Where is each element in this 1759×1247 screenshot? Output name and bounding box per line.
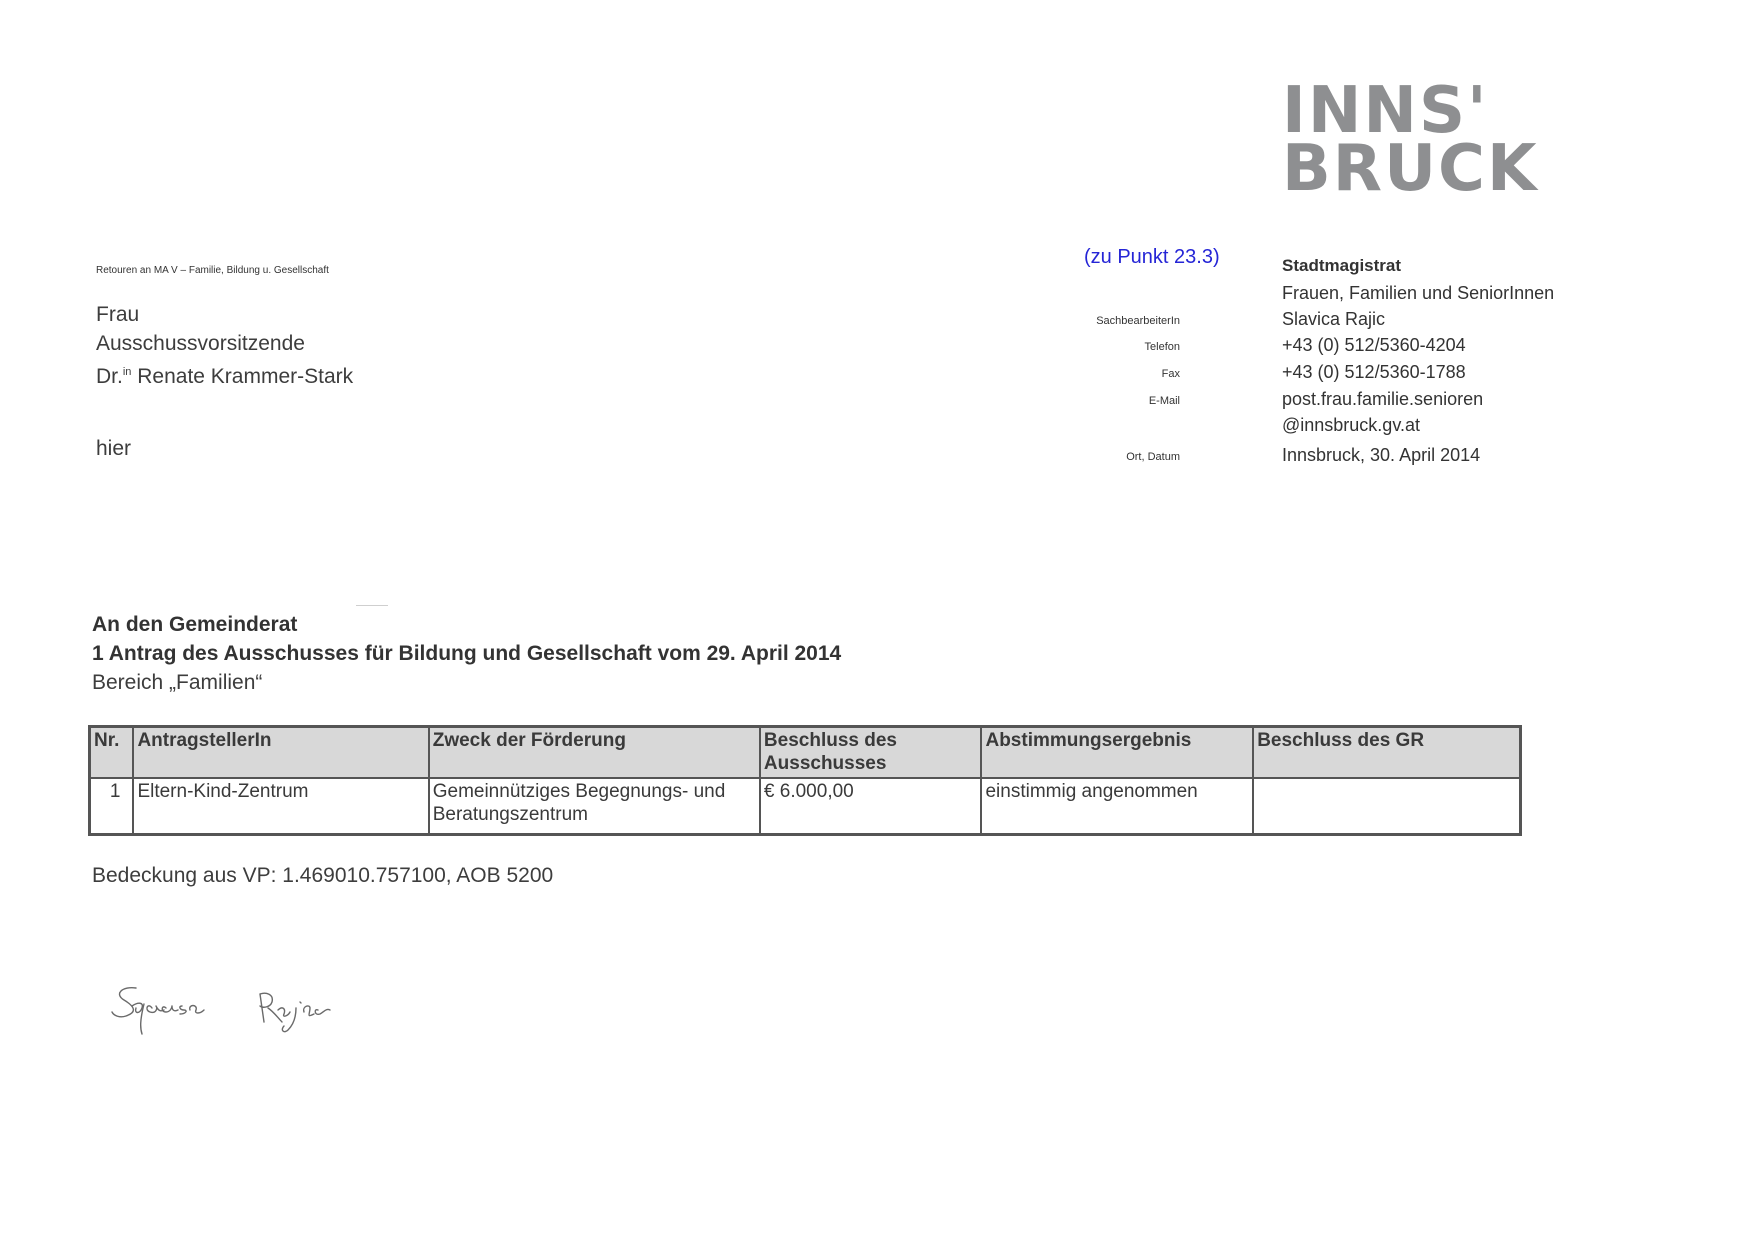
recipient-salutation: Frau (96, 303, 140, 326)
cell-nr: 1 (90, 778, 134, 835)
sender-email-line1: post.frau.familie.senioren (1282, 389, 1484, 409)
table-header-row (90, 727, 1521, 779)
sender-org: Stadtmagistrat (1282, 256, 1402, 275)
recipient-name-sup: in (122, 366, 132, 378)
recipient-role: Ausschussvorsitzende (96, 332, 305, 355)
cell-applicant: Eltern-Kind-Zentrum (133, 778, 428, 835)
col-header-vote-result: Abstimmungsergebnis (981, 727, 1253, 779)
cell-council-decision (1253, 778, 1520, 835)
cell-committee-decision: € 6.000,00 (760, 778, 982, 835)
sender-label-email: E-Mail (1148, 395, 1180, 407)
heading-area: Bereich „Familien“ (92, 671, 263, 694)
col-header-council-decision: Beschluss des GR (1253, 727, 1520, 779)
agenda-reference: (zu Punkt 23.3) (1084, 246, 1220, 268)
heading-motion: 1 Antrag des Ausschusses für Bildung und Gesellschaft vom 29. April 2014 (92, 642, 842, 665)
divider-mark (356, 605, 388, 606)
recipient-name: Renate Krammer-Stark (137, 365, 354, 388)
heading-addressee: An den Gemeinderat (92, 613, 298, 636)
document-heading (92, 610, 841, 697)
logo-line-1: INNS' (1282, 74, 1489, 148)
returns-note: Retouren an MA V – Familie, Bildung u. Gesellschaft (96, 265, 329, 276)
cell-purpose: Gemeinnütziges Begegnungs- und Beratungszentrum (429, 778, 760, 835)
col-header-committee-decision: Beschluss des Ausschusses (760, 727, 982, 779)
logo-line-2: BRUCK (1282, 132, 1539, 206)
col-header-purpose: Zweck der Förderung (429, 727, 760, 779)
recipient-name-line (96, 358, 353, 391)
sender-label-clerk: SachbearbeiterIn (1096, 315, 1180, 327)
recipient-block (96, 300, 353, 391)
sender-label-place-date: Ort, Datum (1126, 451, 1180, 463)
sender-label-phone: Telefon (1144, 341, 1180, 353)
sender-clerk: Slavica Rajic (1282, 309, 1386, 329)
sender-department: Frauen, Familien und SeniorInnen (1282, 283, 1555, 303)
budget-coverage: Bedeckung aus VP: 1.469010.757100, AOB 5200 (92, 864, 554, 887)
sender-fax: +43 (0) 512/5360-1788 (1282, 362, 1466, 382)
col-header-applicant: AntragstellerIn (133, 727, 428, 779)
recipient-location: hier (96, 437, 132, 460)
recipient-name-prefix: Dr. (96, 365, 123, 388)
motion-table (88, 725, 1522, 836)
cell-vote-result: einstimmig angenommen (981, 778, 1253, 835)
sender-phone: +43 (0) 512/5360-4204 (1282, 335, 1466, 355)
innsbruck-logo (1282, 74, 1539, 206)
sender-label-fax: Fax (1161, 368, 1180, 380)
col-header-nr: Nr. (90, 727, 134, 779)
handwritten-signature (110, 980, 390, 1045)
sender-email-line2: @innsbruck.gv.at (1282, 415, 1420, 435)
table-row (90, 778, 1521, 835)
sender-place-date: Innsbruck, 30. April 2014 (1282, 445, 1481, 465)
